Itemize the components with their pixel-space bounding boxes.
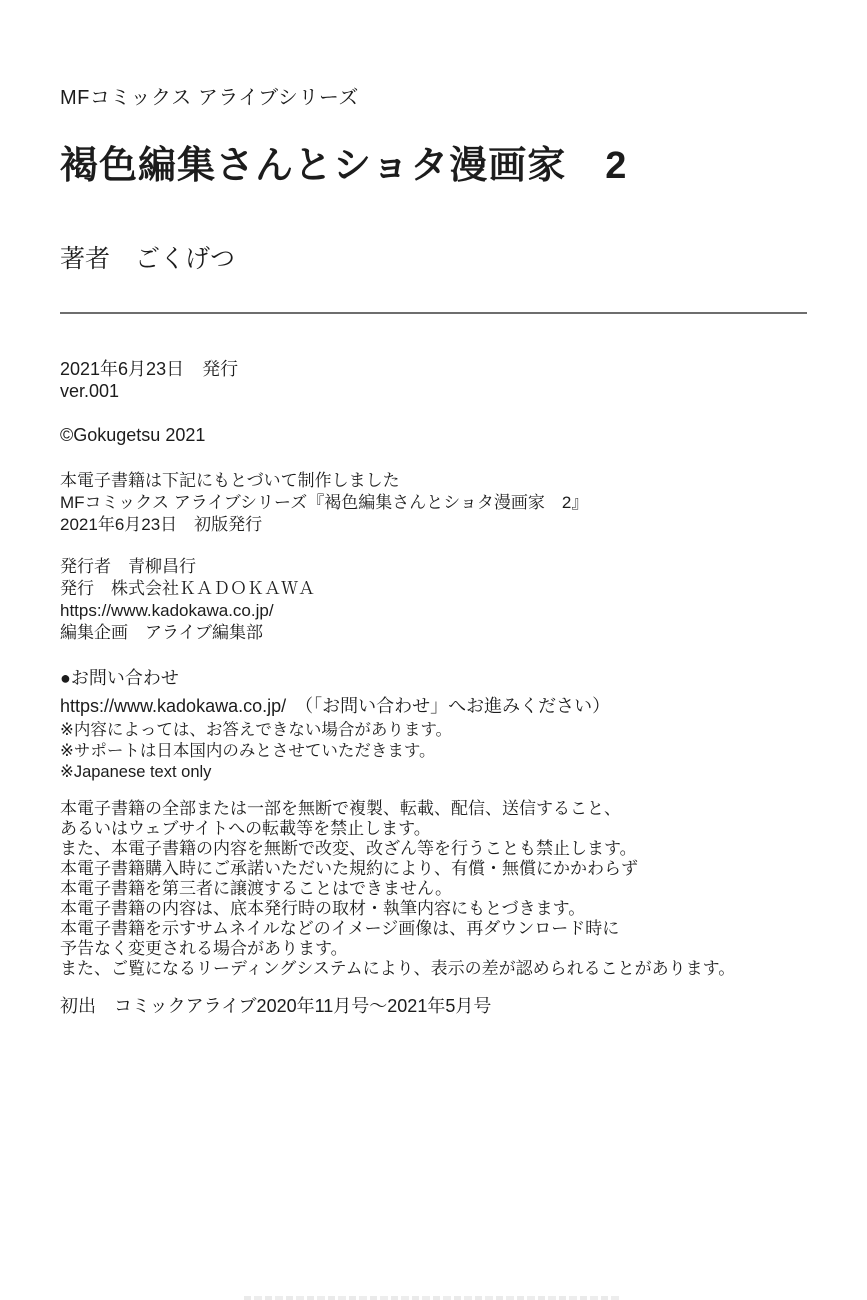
- source-note-block: [60, 470, 807, 536]
- contact-note-line: ※内容によっては、お答えできない場合があります。: [60, 721, 453, 739]
- legal-line: 本電子書籍の全部または一部を無断で複製、転載、配信、送信すること、: [60, 799, 621, 818]
- contact-url-link[interactable]: https://www.kadokawa.co.jp/ （「お問い合わせ」へお進みください）: [60, 696, 611, 716]
- legal-notice-block: [60, 799, 807, 979]
- legal-line: あるいはウェブサイトへの転載等を禁止します。: [60, 819, 431, 838]
- publisher-company-line: 発行 株式会社ＫＡＤＯＫＡＷＡ: [60, 579, 315, 598]
- edition-block: [60, 358, 807, 402]
- clipped-next-page-text-sliver: [244, 1296, 622, 1300]
- author-line: 著者 ごくげつ: [60, 245, 236, 273]
- publisher-block: [60, 556, 807, 644]
- book-title: 褐色編集さんとショタ漫画家 2: [60, 145, 628, 187]
- legal-line: 本電子書籍購入時にご承諾いただいた規約により、有償・無償にかかわらず: [60, 859, 638, 878]
- legal-line: また、ご覧になるリーディングシステムにより、表示の差が認められることがあります。: [60, 959, 736, 978]
- contact-notes-block: [60, 720, 807, 783]
- legal-line: 予告なく変更される場合があります。: [60, 939, 348, 958]
- first-publication-line: 初出 コミックアライブ2020年11月号～2021年5月号: [60, 996, 492, 1016]
- legal-line: 本電子書籍を示すサムネイルなどのイメージ画像は、再ダウンロード時に: [60, 919, 620, 938]
- source-note-line: MFコミックス アライブシリーズ『褐色編集さんとショタ漫画家 2』: [60, 493, 589, 512]
- legal-line: 本電子書籍の内容は、底本発行時の取材・執筆内容にもとづきます。: [60, 899, 586, 918]
- editorial-line: 編集企画 アライブ編集部: [60, 623, 263, 642]
- contact-note-line: ※サポートは日本国内のみとさせていただきます。: [60, 742, 436, 760]
- divider-rule: [60, 312, 807, 314]
- legal-line: また、本電子書籍の内容を無断で改変、改ざん等を行うことも禁止します。: [60, 839, 637, 858]
- copyright-line: ©Gokugetsu 2021: [60, 425, 206, 445]
- source-note-line: 2021年6月23日 初版発行: [60, 515, 263, 534]
- contact-note-line: ※Japanese text only: [60, 763, 212, 781]
- contact-heading: ●お問い合わせ: [60, 668, 179, 688]
- source-note-line: 本電子書籍は下記にもとづいて制作しました: [60, 471, 400, 490]
- publisher-website-link[interactable]: https://www.kadokawa.co.jp/: [60, 601, 274, 620]
- legal-line: 本電子書籍を第三者に譲渡することはできません。: [60, 879, 453, 898]
- series-label: MFコミックス アライブシリーズ: [60, 87, 359, 109]
- publisher-person-line: 発行者 青柳昌行: [60, 557, 196, 576]
- version-line: ver.001: [60, 381, 120, 401]
- issue-date-line: 2021年6月23日 発行: [60, 359, 239, 379]
